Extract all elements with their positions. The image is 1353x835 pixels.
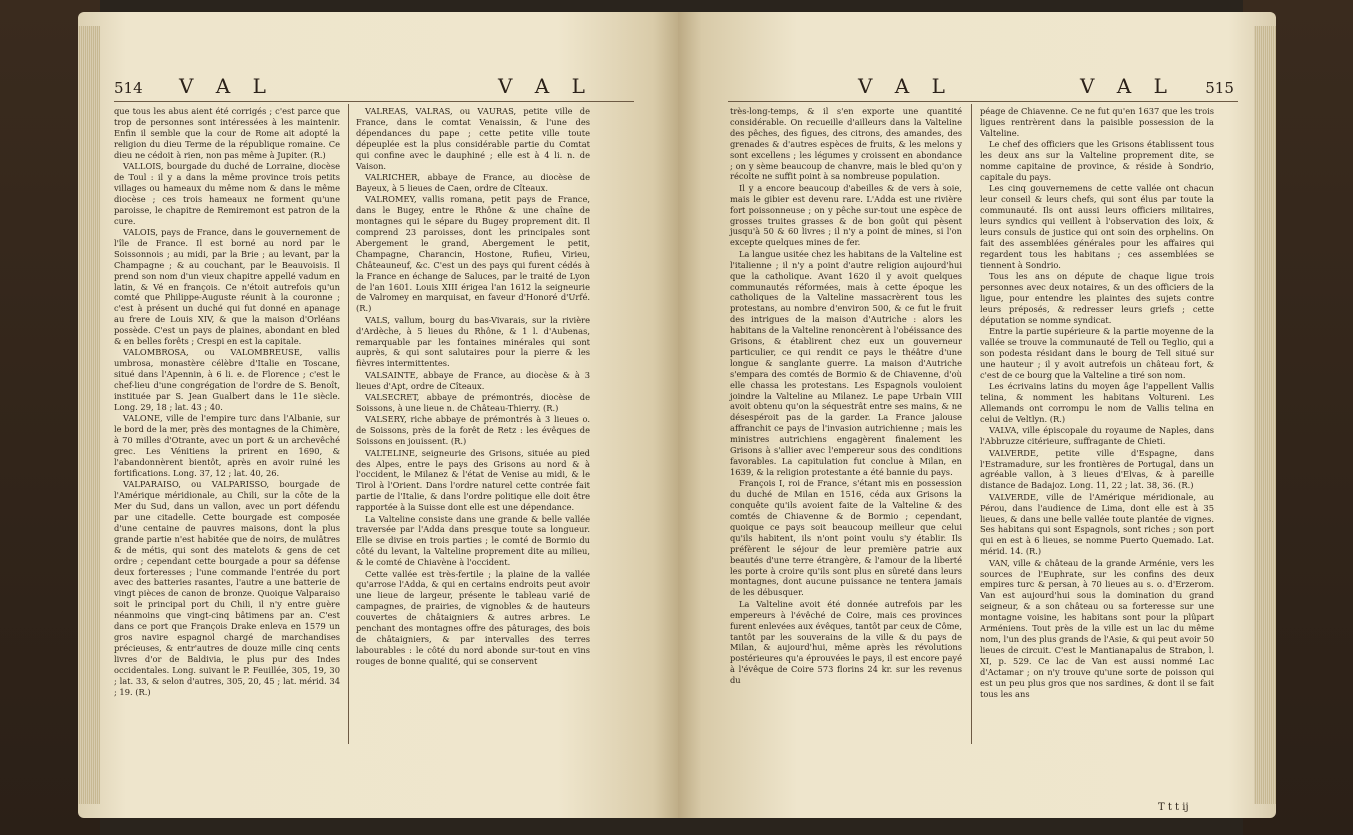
paragraph: Cette vallée est très-fertile ; la plaine de la vallée qu'arrose l'Adda, & qui en certains endroits peut avoir une lieue de largeur, présente le tableau varié de campagnes, de prairies, de vignobles & de hauteurs couvertes de châtaigniers & autres arbres. Le penchant des montagnes offre des pâturages, des bois de châtaigniers, & par intervalles des terres labourables : le côté du nord abonde sur-tout en vins rouges de bonne qualité, qui se conservent <box>356 568 590 666</box>
page-number: 515 <box>1205 79 1234 97</box>
running-head-right: V A L <box>498 74 593 98</box>
paragraph: Les écrivains latins du moyen âge l'appellent Vallis telina, & nomment les habitans Voltureni. Les Allemands ont corrompu le nom de Vallis telina en celui de Veltlyn. (R.) <box>980 381 1214 424</box>
paragraph: La Valteline avoit été donnée autrefois par les empereurs à l'évêché de Coire, mais ces provinces furent enlevées aux évêques, tantôt par ceux de Côme, tantôt par les souverains de la ville & du pays de Milan, & aujourd'hui, même après les révolutions postérieures qu'a éprouvées le pays, il est encore payé à l'évêque de Coire 573 florins 24 kr. sur les revenus du <box>730 598 962 686</box>
running-head: V A L <box>1080 74 1175 98</box>
paragraph: VALOIS, pays de France, dans le gouvernement de l'île de France. Il est borné au nord par le Soissonnois ; au midi, par la Brie ; au levant, par la Champagne ; & au couchant, par le Beauvoisis. Il prend son nom d'un vieux chapitre appellé vadum en latin, & Vé en françois. Ce n'étoit autrefois qu'un comté que Philippe-Auguste réunit à la couronne ; c'est à présent un duché qui fut donné en apanage au frere de Louis XIV, & que la maison d'Orléans possède. C'est un pays de plaines, abondant en bled & en belles forêts ; Crespi en est la capitale. <box>114 226 340 347</box>
column-rule <box>348 104 349 744</box>
paragraph: VALTELINE, seigneurie des Grisons, située au pied des Alpes, entre le pays des Grisons au nord & à l'occident, le Milanez & l'état de Venise au midi, & le Tirol à l'Orient. Dans l'ordre naturel cette contrée fait partie de l'Italie, & dans l'ordre politique elle doit être rapportée à la Suisse dont elle est une dépendance. <box>356 447 590 513</box>
paragraph: VALSAINTE, abbaye de France, au diocèse & à 3 lieues d'Apt, ordre de Cîteaux. <box>356 369 590 391</box>
paragraph: La langue usitée chez les habitans de la Valteline est l'italienne ; il n'y a point d'autre religion aujourd'hui que la catholique. Avant 1620 il y avoit quelques communautés réformées, mais à cette époque les catholiques de la Valteline massacrèrent tous les protestans, au nombre d'environ 500, & ce fut le fruit des intrigues de la maison d'Autriche : alors les habitans de la Valteline renoncèrent à l'obéissance des Grisons, & établirent chez eux un gouverneur particulier, ce qui rendit ce pays le théâtre d'une longue & sanglante guerre. La maison d'Autriche s'empara des comtés de Bormio & de Chiavenne, d'où elle chassa les protestans. Les Espagnols vouloient joindre la Valteline au Milanez. Le pape Urbain VIII avoit obtenu qu'on la séquestrât entre ses mains, & ne désespéroit pas de la garder. La France jalouse affranchit ce pays de l'invasion autrichienne ; mais les ministres autrichiens engagèrent finalement les Grisons à s'allier avec l'empereur sous des conditions favorables. La capitulation fut conclue à Milan, en 1639, & la religion protestante a été bannie du pays. <box>730 248 962 477</box>
page-number: 514 <box>114 79 143 97</box>
paragraph: VALROMEY, vallis romana, petit pays de France, dans le Bugey, entre le Rhône & une chaîne de montagnes qui le sépare du Bugey proprement dit. Il comprend 23 paroisses, dont les principales sont Abergement le grand, Abergement le petit, Champagne, Charancin, Hostone, Rufieu, Virieu, Châteauneuf, &c. C'est un des pays qui furent cédés à la France en échange de Saluces, par le traité de Lyon de l'an 1601. Louis XIII érigea l'an 1612 la seigneurie de Valromey en marquisat, en faveur d'Honoré d'Urfé. (R.) <box>356 194 590 314</box>
left-page-column-1 <box>114 106 340 698</box>
paragraph: Entre la partie supérieure & la partie moyenne de la vallée se trouve la communauté de Tell ou Teglio, qui a son podesta résidant dans le bourg de Tell situé sur une hauteur ; il y avoit autrefois un château fort, & c'est de ce bourg que la Valteline a tiré son nom. <box>980 326 1214 380</box>
paragraph: VALVERDE, ville de l'Amérique méridionale, au Pérou, dans l'audience de Lima, dont elle est à 35 lieues, & dans une belle vallée toute plantée de vignes. Ses habitans qui sont Espagnols, sont riches ; son port qui en est à 6 lieues, se nomme Puerto Quemado. Lat. mérid. 14. (R.) <box>980 491 1214 557</box>
column-rule <box>971 104 972 744</box>
paragraph: VALVA, ville épiscopale du royaume de Naples, dans l'Abbruzze citérieure, suffragante de Chieti. <box>980 425 1214 447</box>
paragraph: François I, roi de France, s'étant mis en possession du duché de Milan en 1516, céda aux Grisons la conquête qu'ils avoient faite de la Valteline & des comtés de Chiavenne & de Bormio ; cependant, quoique ce pays soit beaucoup meilleur que celui qu'ils habitent, ils n'ont point voulu s'y établir. Ils préfèrent le séjour de leur première patrie aux beautés d'une terre étrangère, & l'amour de la liberté les porte à croire qu'ils sont plus en sûreté dans leurs montagnes, dont aucune puissance ne tentera jamais de les débusquer. <box>730 478 962 598</box>
running-head-left: V A L <box>858 74 953 98</box>
paragraph: très-long-temps, & il s'en exporte une quantité considérable. On recueille d'ailleurs dans la Valteline des pêches, des figues, des citrons, des amandes, des grenades & d'autres espèces de fruits, & les melons y sont excellens ; les légumes y croissent en abondance ; on y sème beaucoup de chanvre, mais le bled qu'on y récolte ne suffit point à sa nombreuse population. <box>730 106 962 182</box>
paragraph: que tous les abus aient été corrigés ; c'est parce que trop de personnes sont intéressées à les maintenir. Enfin il semble que la cour de Rome ait adopté la religion du dieu Terme de la république romaine. Ce dieu ne cédoit à rien, non pas même à Jupiter. (R.) <box>114 106 340 160</box>
paragraph: VAN, ville & château de la grande Arménie, vers les sources de l'Euphrate, sur les confins des deux empires turc & persan, à 70 lieues au s. o. d'Erzerom. Van est aujourd'hui sous la domination du grand seigneur, & a son château ou sa forteresse sur une montagne voisine, les habitans sont pour la plûpart Arméniens. Tout près de la ville est un lac du même nom, l'un des plus grands de l'Asie, & qui peut avoir 50 lieues de circuit. C'est le Mantianapalus de Strabon, l. XI, p. 529. Ce lac de Van est aussi nommé Lac d'Actamar ; on n'y trouve qu'une sorte de poisson qui est un peu plus gros que nos sardines, & dont il se fait tous les ans <box>980 557 1214 699</box>
paragraph: VALONE, ville de l'empire turc dans l'Albanie, sur le bord de la mer, près des montagnes de la Chimère, à 70 milles d'Otrante, avec un port & un archevêché grec. Les Vénitiens la prirent en 1690, & l'abandonnèrent bientôt, après en avoir ruiné les fortifications. Long. 37, 12 ; lat. 40, 26. <box>114 413 340 478</box>
header-rule <box>728 101 1238 102</box>
paragraph: VALOMBROSA, ou VALOMBREUSE, vallis umbrosa, monastère célèbre d'Italie en Toscane, situé dans l'Apennin, à 6 li. e. de Florence ; c'est le chef-lieu d'une congrégation de l'ordre de S. Benoît, instituée par S. Jean Gualbert dans le 11e siècle. Long. 29, 18 ; lat. 43 ; 40. <box>114 347 340 412</box>
paragraph: VALSERY, riche abbaye de prémontrés à 3 lieues o. de Soissons, près de la forêt de Retz : les évêques de Soissons en jouissent. (R.) <box>356 414 590 447</box>
paragraph: VALPARAISO, ou VALPARISSO, bourgade de l'Amérique méridionale, au Chili, sur la côte de la Mer du Sud, dans un vallon, avec un port défendu par une citadelle. Cette bourgade est composée d'une centaine de pauvres maisons, dont la plus grande partie n'est habitée que de noirs, de mulâtres & de métis, qui sont des matelots & gens de cet ordre ; cependant cette bourgade a pour sa défense deux forteresses ; l'une commande l'entrée du port avec des batteries rasantes, l'autre a une batterie de vingt pièces de canon de bronze. Quoique Valparaiso soit le principal port du Chili, il n'y entre guère néanmoins que vingt-cinq bâtimens par an. C'est dans ce port que François Drake enleva en 1579 un gros navire espagnol chargé de marchandises précieuses, & entr'autres de douze mille cinq cents livres d'or de Baldivia, le plus pur des Indes occidentales. Long. suivant le P. Feuillée, 305, 19, 30 ; lat. 33, & selon d'autres, 305, 20, 45 ; lat. mérid. 34 ; 19. (R.) <box>114 479 340 697</box>
signature-mark: T t t ij <box>1158 802 1189 813</box>
paragraph: VALSECRET, abbaye de prémontrés, diocèse de Soissons, à une lieue n. de Château-Thierry. (R.) <box>356 392 590 413</box>
paragraph: péage de Chiavenne. Ce ne fut qu'en 1637 que les trois ligues rentrèrent dans la paisible possession de la Valteline. <box>980 106 1214 138</box>
left-page <box>78 12 678 818</box>
paragraph: VALRICHER, abbaye de France, au diocèse de Bayeux, à 5 lieues de Caen, ordre de Cîteaux. <box>356 171 590 193</box>
paragraph: VALVERDE, petite ville d'Espagne, dans l'Estramadure, sur les frontières de Portugal, dans un agréable vallon, à 3 lieues d'Elvas, & à pareille distance de Badajoz. Long. 11, 22 ; lat. 38, 36. (R.) <box>980 447 1214 491</box>
paragraph: VALS, vallum, bourg du bas-Vivarais, sur la rivière d'Ardèche, à 5 lieues du Rhône, & 1 l. d'Aubenas, remarquable par les fontaines minérales qui sont auprès, & qui sont salutaires pour la pierre & les fièvres intermittentes. <box>356 314 590 369</box>
paragraph: Les cinq gouvernemens de cette vallée ont chacun leur conseil & leurs chefs, qui sont élus par toute la communauté. Ils ont aussi leurs officiers militaires, leurs syndics qui veillent à l'observation des loix, & leurs consuls de justice qui ont soin des orphelins. On fait des assemblées générales pour les affaires qui regardent tous les habitans ; ces assemblées se tiennent à Sondrio. <box>980 183 1214 270</box>
page-edge <box>1254 26 1276 804</box>
right-page <box>678 12 1276 818</box>
header-rule <box>114 101 634 102</box>
running-head: V A L <box>179 74 274 98</box>
right-page-column-2 <box>980 106 1214 700</box>
paragraph: Le chef des officiers que les Grisons établissent tous les deux ans sur la Valteline proprement dite, se nomme capitaine de province, & réside à Sondrio, capitale du pays. <box>980 139 1214 182</box>
paragraph: VALLOIS, bourgade du duché de Lorraine, diocèse de Toul : il y a dans la même province trois petits villages ou hameaux du même nom & dans le même diocèse ; ces trois hameaux ne forment qu'une paroisse, le chapitre de Remiremont est patron de la cure. <box>114 161 340 226</box>
left-page-column-2 <box>356 106 590 667</box>
paragraph: Il y a encore beaucoup d'abeilles & de vers à soie, mais le gibier est devenu rare. L'Adda est une rivière fort poissonneuse ; on y pêche sur-tout une espèce de grosses truites grasses & de bon goût qui pèsent jusqu'à 50 & 60 livres ; il n'y a point de mines, si l'on excepte quelques mines de fer. <box>730 182 962 248</box>
paragraph: La Valteline consiste dans une grande & belle vallée traversée par l'Adda dans presque toute sa longueur. Elle se divise en trois parties ; le comté de Bormio du côté du levant, la Valteline proprement dite au milieu, & le comté de Chiavène à l'occident. <box>356 513 590 568</box>
paragraph: Tous les ans on députe de chaque ligue trois personnes avec deux notaires, & un des officiers de la ligue, pour entendre les plaintes des sujets contre leurs préposés, & redresser leurs griefs ; cette députation se nomme syndicat. <box>980 271 1214 325</box>
right-page-column-1 <box>730 106 962 687</box>
page-edge <box>78 26 100 804</box>
left-page-header <box>114 74 274 100</box>
right-page-header <box>1080 74 1234 100</box>
paragraph: VALREAS, VALRAS, ou VAURAS, petite ville de France, dans le comtat Venaissin, & l'une des dépendances du pape ; cette petite ville toute dépeuplée est la plus considérable partie du Comtat qui confine avec le dauphiné ; elle est à 4 li. n. de Vaison. <box>356 106 590 171</box>
